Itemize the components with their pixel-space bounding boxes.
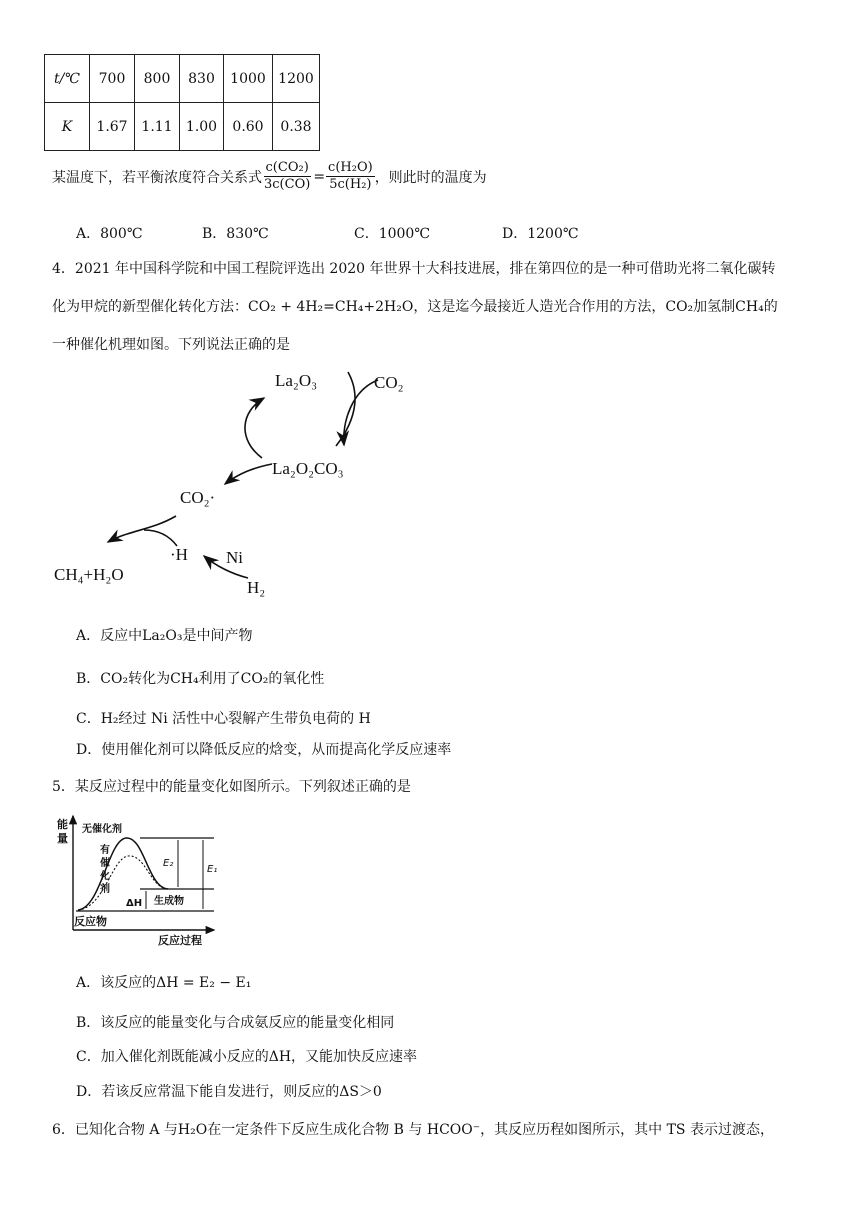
q3-option-c: C．1000℃ [354,226,431,242]
q5-option-c: C．加入催化剂既能减小反应的ΔH，又能加快反应速率 [76,1049,418,1065]
q4-option-d: D．使用催化剂可以降低反应的焓变，从而提高化学反应速率 [76,742,452,758]
q4-stem-line3: 一种催化机理如图。下列说法正确的是 [52,337,290,353]
arrow-to-co2-radical [225,464,272,484]
y-axis-label-2: 量 [57,832,68,845]
q6-stem: 6．已知化合物 A 与H₂O在一定条件下反应生成化合物 B 与 HCOO⁻，其反应历程如图所示，其中 TS 表示过渡态， [52,1122,774,1138]
table-cell: 1000 [224,55,273,103]
catalyst-label-1: 有 [100,845,110,856]
catalytic-mechanism-diagram [40,360,440,610]
table-cell: 0.60 [224,103,273,151]
table-cell: 1.67 [90,103,135,151]
catalyst-label-2: 催 [100,858,110,869]
catalyst-label-3: 化 [100,871,110,882]
arrow-to-product [108,516,176,542]
q5-option-d: D．若该反应常温下能自发进行，则反应的ΔS＞0 [76,1084,382,1100]
k-header: K [45,103,90,151]
energy-profile-diagram [56,810,226,950]
product-label: 生成物 [154,896,184,907]
dh-label: ΔH [126,898,143,909]
ni-label: Ni [226,548,243,567]
q3-option-a: A．800℃ [76,226,143,242]
q4-stem-line2: 化为甲烷的新型催化转化方法：CO₂ + 4H₂=CH₄+2H₂O，这是迄今最接近人造光合作用的方法，CO₂加氢制CH₄的 [52,299,778,315]
fraction-denominator: 3c(CO) [264,177,311,192]
q5-option-b: B．该反应的能量变化与合成氨反应的能量变化相同 [76,1015,395,1031]
table-row [45,103,320,151]
h2-label: H₂ [247,578,266,597]
table-cell: 1.00 [180,103,224,151]
la2o2co3-label: La₂O₂CO₃ [272,459,344,478]
q4-option-a: A．反应中La₂O₃是中间产物 [76,628,253,644]
fraction-numerator: c(CO₂) [265,160,309,175]
arrow-co2-uptake [344,380,378,445]
q3-suffix: ，则此时的温度为 [374,169,487,186]
fraction-denominator: 5c(H₂) [329,177,372,192]
q4-stem-line1: 4．2021 年中国科学院和中国工程院评选出 2020 年世界十大科技进展，排在第四位的是一种可借助光将二氧化碳转 [52,261,776,277]
table-row [45,55,320,103]
q4-option-b: B．CO₂转化为CH₄利用了CO₂的氧化性 [76,671,325,687]
product-label: CH₄+H₂O [54,565,124,584]
arrow-to-la2o3 [245,398,264,458]
equals-sign: = [313,168,326,185]
q4-option-c: C．H₂经过 Ni 活性中心裂解产生带负电荷的 H [76,711,371,727]
catalyst-label-4: 剂 [100,884,110,895]
q3-statement [52,160,487,193]
h-radical-label: ·H [170,545,188,564]
q5-stem: 5．某反应过程中的能量变化如图所示。下列叙述正确的是 [52,779,411,795]
e2-label: E₂ [163,858,174,869]
y-axis-label-1: 能 [57,818,68,831]
no-catalyst-label: 无催化剂 [82,824,122,835]
e1-label: E₁ [207,864,218,875]
q3-prefix: 某温度下，若平衡浓度符合关系式 [52,169,262,186]
q3-option-d: D．1200℃ [502,226,579,242]
table-cell: 1.11 [135,103,180,151]
fraction-numerator: c(H₂O) [328,160,373,175]
table-cell: 800 [135,55,180,103]
co2-radical-label: CO₂· [180,488,216,507]
table-cell: 0.38 [273,103,320,151]
la2o3-label: La₂O₃ [275,371,318,390]
h-radical-join-curve [144,530,177,546]
table-cell: 830 [180,55,224,103]
temperature-header: t/℃ [45,55,90,103]
fraction-co2-over-co [262,160,312,193]
co2-label: CO₂ [374,373,404,392]
arrow-curve-right [336,372,355,446]
equilibrium-constant-table [44,54,320,151]
table-cell: 700 [90,55,135,103]
q3-option-b: B．830℃ [202,226,269,242]
table-cell: 1200 [273,55,320,103]
reactant-label: 反应物 [74,915,107,928]
q5-option-a: A．该反应的ΔH = E₂ − E₁ [76,975,252,991]
x-axis-label: 反应过程 [158,934,202,947]
fraction-h2o-over-h2 [326,160,375,193]
